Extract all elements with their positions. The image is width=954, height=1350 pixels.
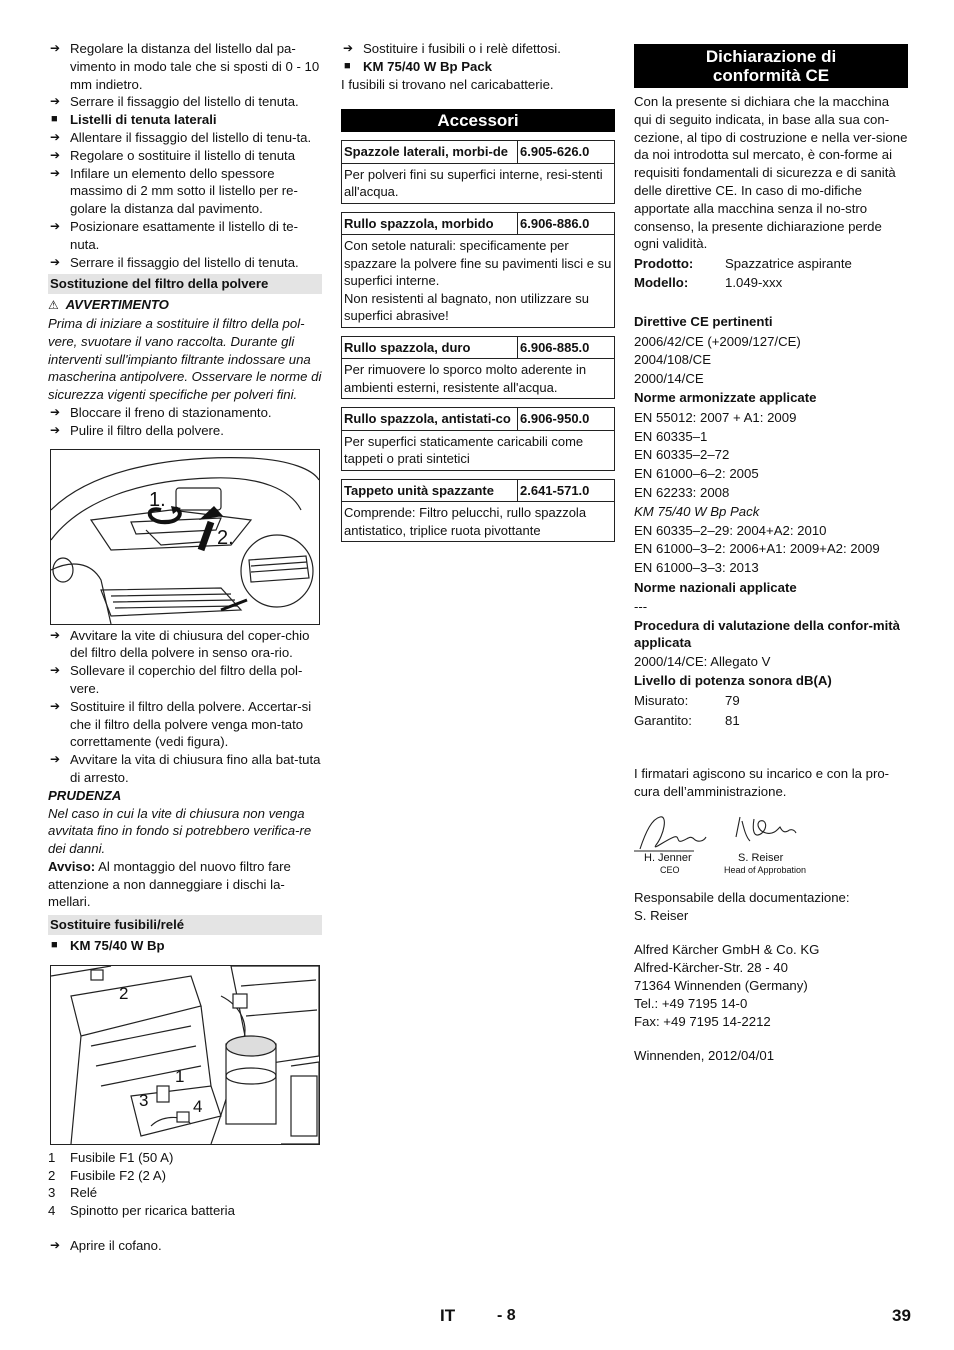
table-row: Con setole naturali: specificamente per spazzare la polvere fine su pavimenti lisci e su superfici interne. Non resistenti al bagnato, non utilizzare su superfici abrasive! (342, 235, 615, 328)
standard-item: EN 61000–6–2: 2005 (634, 466, 759, 482)
pack-label: KM 75/40 W Bp Pack (634, 503, 760, 519)
procedure-heading: Procedura di valutazione della confor-mità applicata (634, 617, 901, 651)
directive-item: 2006/42/CE (+2009/127/CE) (634, 333, 801, 349)
arrow-icon: ➔ (50, 752, 61, 767)
model-row: Modello: 1.049-xxx (634, 274, 783, 290)
signatory-role-1: CEO (660, 864, 680, 875)
standard-item: EN 60335–1 (634, 428, 708, 444)
arrow-icon: ➔ (50, 41, 61, 55)
standard-item: EN 62233: 2008 (634, 484, 730, 500)
fuses-illustration (51, 966, 319, 1144)
accessory-table (341, 336, 615, 400)
warning-label-row: ⚠ AVVERTIMENTO (48, 297, 169, 313)
dust-filter-illustration (51, 450, 319, 624)
table-row: Comprende: Filtro pelucchi, rullo spazzola antistatico, triplice ruota pivottante (342, 502, 615, 542)
table-row: Per superfici staticamente caricabili come tappeti o prati sintetici (342, 430, 615, 470)
list-item: ➔ Avvitare la vita di chiusura fino alla bat-tuta di arresto. (50, 752, 321, 785)
table-row: Rullo spazzola, antistati-co 6.906-950.0 (342, 408, 615, 431)
list-item: ➔ Avvitare la vite di chiusura del coper-chio del filtro della polvere in senso ora-rio. (50, 627, 310, 661)
table-row: Rullo spazzola, duro 6.906-885.0 (342, 336, 615, 359)
list-item: ➔ Sostituire il filtro della polvere. Accertar-si che il filtro della polvere venga mon-tato correttamente (vedi figura). (50, 698, 312, 750)
declaration-intro: Con la presente si dichiara che la macchina qui di seguito indicata, in base alla sua con-cezione, al tipo di costruzione e nella ver-sione da noi introdotta sul mercato, è con-forme ai requisiti fondamentali di sicurezza e di sanità delle direttive CE. In caso di mo-difiche apportate alla macchina senza il no-stro consenso, la presente dichiarazione perde ogni validità. (634, 94, 908, 252)
list-item: ➔ Sollevare il coperchio del filtro della pol-vere. (50, 663, 303, 696)
procedure-value: 2000/14/CE: Allegato V (634, 654, 771, 670)
address: Alfred Kärcher GmbH & Co. KG Alfred-Kärcher-Str. 28 - 40 71364 Winnenden (Germany) Tel.: +49 7195 14-0 Fax: +49 7195 14-2212 (634, 942, 820, 1029)
figure-label-1: 1 (175, 1066, 185, 1086)
table-row: Per polveri fini su superfici interne, resi-stenti all'acqua. (342, 163, 615, 203)
signature-reiser (736, 817, 796, 841)
table-row: Per rimuovere lo sporco molto aderente in ambienti esterni, resistente all'acqua. (342, 359, 615, 399)
standard-item: EN 61000–3–2: 2006+A1: 2009+A2: 2009 (634, 541, 880, 557)
accessory-table (341, 407, 615, 471)
arrow-icon: ➔ (50, 1238, 61, 1253)
column-right (634, 44, 908, 1065)
legend-item: 3 Relé (48, 1185, 98, 1201)
arrow-icon: ➔ (50, 254, 61, 269)
standard-item: EN 60335–2–72 (634, 447, 730, 463)
legend-item: 1 Fusibile F1 (50 A) (48, 1149, 174, 1165)
accessory-table (341, 140, 615, 204)
arrow-icon: ➔ (50, 663, 61, 678)
list-item: ➔ Bloccare il freno di stazionamento. (50, 404, 272, 420)
arrow-icon: ➔ (50, 404, 61, 419)
sub-heading: ■ Listelli di tenuta laterali (51, 112, 217, 128)
signatory-role-2: Head of Approbation (724, 864, 807, 875)
arrow-icon: ➔ (50, 129, 61, 144)
figure-fuses (50, 965, 320, 1145)
measured-row: Misurato: 79 (634, 692, 740, 708)
directive-item: 2000/14/CE (634, 371, 704, 387)
accessory-table (341, 212, 615, 328)
list-item: ➔ Regolare la distanza del listello dal pa-vimento in modo tale che si sposti di 0 - 10 mm indietro. (50, 41, 320, 92)
list-item: ➔ Regolare o sostituire il listello di tenuta (50, 147, 296, 163)
caution-text: Nel caso in cui la vite di chiusura non venga avvitata fino in fondo si potrebbero verifica-re dei danni. (48, 805, 312, 857)
note: I fusibili si trovano nel caricabatterie. (341, 76, 554, 92)
signature-block (634, 811, 908, 873)
arrow-icon: ➔ (50, 147, 61, 162)
declaration-title: Dichiarazione di conformità CE (634, 44, 908, 88)
national-value: --- (634, 598, 648, 614)
doc-resp-label: Responsabile della documentazione: (634, 889, 850, 905)
square-bullet-icon: ■ (51, 939, 58, 952)
arrow-icon: ➔ (50, 422, 61, 437)
signatory-name-1: H. Jenner (644, 851, 692, 864)
list-item: ➔ Serrare il fissaggio del listello di tenuta. (50, 254, 299, 270)
warning-icon: ⚠ (48, 298, 59, 313)
standard-item: EN 61000–3–3: 2013 (634, 560, 759, 576)
arrow-icon: ➔ (50, 165, 61, 180)
table-row: Spazzole laterali, morbi-de 6.905-626.0 (342, 141, 615, 164)
caution-label: PRUDENZA (48, 787, 122, 803)
accessory-table (341, 479, 615, 543)
product-row: Prodotto: Spazzatrice aspirante (634, 256, 852, 272)
square-bullet-icon: ■ (344, 59, 351, 72)
arrow-icon: ➔ (50, 94, 61, 109)
sound-heading: Livello di potenza sonora dB(A) (634, 672, 832, 688)
accessories-title: Accessori (341, 109, 615, 132)
directive-item: 2004/108/CE (634, 352, 711, 368)
column-middle (341, 40, 615, 542)
list-item: ➔ Serrare il fissaggio del listello di tenuta. (50, 94, 299, 110)
doc-resp-name: S. Reiser (634, 907, 689, 923)
footer-page-local: - 8 (497, 1307, 516, 1324)
signatories-text: I firmatari agiscono su incarico e con la pro-cura dell’amministrazione. (634, 766, 890, 800)
list-item: ➔ Aprire il cofano. (50, 1238, 162, 1254)
national-heading: Norme nazionali applicate (634, 579, 797, 595)
figure-dust-filter (50, 449, 320, 625)
list-item: ➔ Pulire il filtro della polvere. (50, 422, 224, 438)
sub-heading: ■ KM 75/40 W Bp Pack (344, 58, 492, 74)
legend-item: 4 Spinotto per ricarica batteria (48, 1203, 235, 1219)
arrow-icon: ➔ (50, 698, 61, 713)
arrow-icon: ➔ (343, 41, 354, 55)
place-date: Winnenden, 2012/04/01 (634, 1048, 775, 1064)
list-item: ➔ Sostituire i fusibili o i relè difettosi. (343, 41, 561, 56)
figure-legend (48, 1149, 322, 1220)
standards-heading: Norme armonizzate applicate (634, 389, 817, 405)
figure-label-1: 1. (149, 488, 166, 511)
standard-item: EN 60335–2–29: 2004+A2: 2010 (634, 522, 827, 538)
figure-label-3: 3 (139, 1090, 149, 1110)
standard-item: EN 55012: 2007 + A1: 2009 (634, 409, 797, 425)
list-item: ➔ Infilare un elemento dello spessore massimo di 2 mm sotto il listello per re-golare la distanza dal pavimento. (50, 165, 298, 217)
footer-page-number: 39 (892, 1306, 911, 1325)
table-row: Tappeto unità spazzante 2.641-571.0 (342, 479, 615, 502)
warning-text: Prima di iniziare a sostituire il filtro della pol-vere, svuotare il vano raccolta. Durante gli interventi sull'impianto filtrante indossare una mascherina antipolvere. Osservare le norme di sicurezza vigenti specifiche per polveri fini. (48, 315, 322, 403)
figure-label-2: 2 (119, 983, 129, 1003)
figure-label-2: 2. (217, 526, 234, 549)
section-heading: Sostituzione del filtro della polvere (48, 274, 322, 294)
section-heading: Sostituire fusibili/relé (48, 915, 322, 935)
signature-images (634, 811, 834, 855)
list-item: ➔ Posizionare esattamente il listello di te-nuta. (50, 218, 298, 252)
square-bullet-icon: ■ (51, 113, 58, 126)
signatory-name-2: S. Reiser (738, 851, 784, 864)
column-left (48, 40, 322, 1255)
table-row: Rullo spazzola, morbido 6.906-886.0 (342, 212, 615, 235)
sub-heading: ■ KM 75/40 W Bp (51, 938, 165, 954)
arrow-icon: ➔ (50, 627, 61, 642)
notice: Avviso: Al montaggio del nuovo filtro fare attenzione a non danneggiare i dischi la-mellari. (48, 858, 291, 910)
legend-item: 2 Fusibile F2 (2 A) (48, 1167, 167, 1183)
directives-heading: Direttive CE pertinenti (634, 313, 773, 329)
list-item: ➔ Allentare il fissaggio del listello di tenu-ta. (50, 129, 312, 145)
guaranteed-row: Garantito: 81 (634, 712, 740, 728)
figure-label-4: 4 (193, 1096, 203, 1116)
arrow-icon: ➔ (50, 218, 61, 233)
signature-jenner (640, 817, 706, 849)
footer-language: IT (440, 1306, 456, 1325)
